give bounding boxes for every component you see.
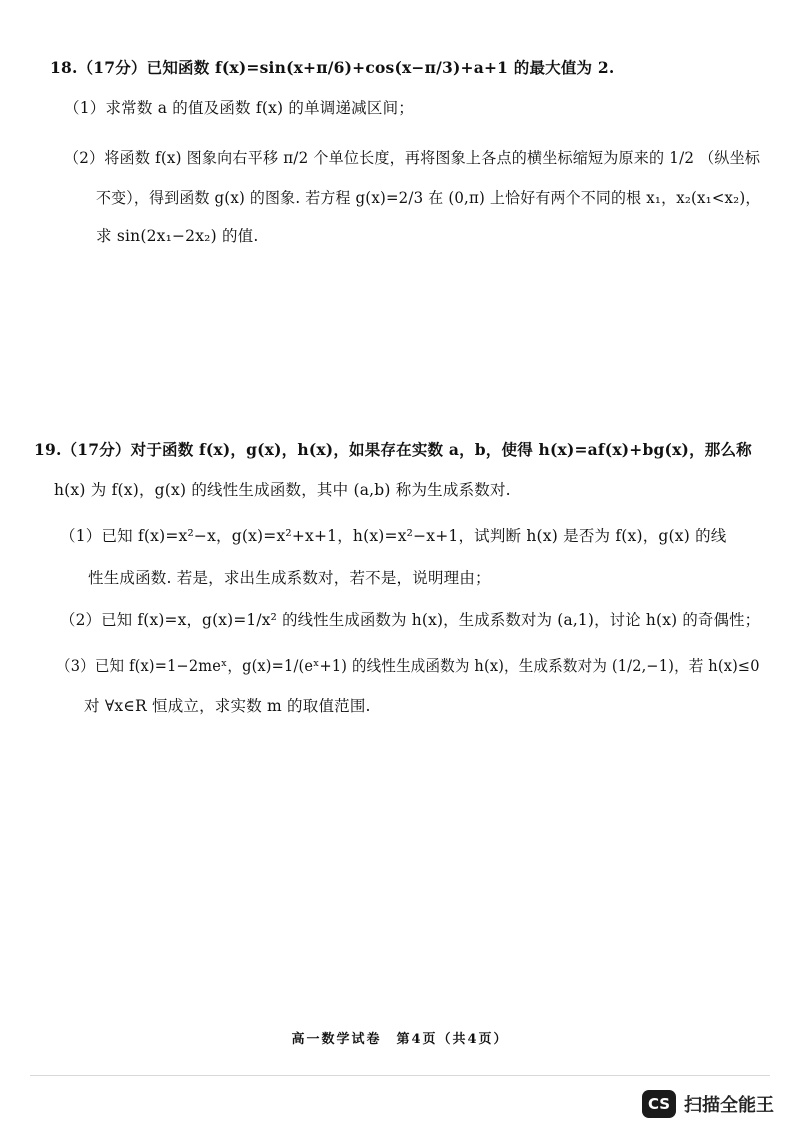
q18-title: 18.（17分）已知函数 f(x)=sin(x+π/6)+cos(x−π/3)+a+1 的最大值为 2. xyxy=(50,58,615,77)
q19-title-line1: 19.（17分）对于函数 f(x)，g(x)，h(x)，如果存在实数 a，b，使得 h(x)=af(x)+bg(x)，那么称 xyxy=(34,440,752,459)
q19-part1-line1: （1）已知 f(x)=x²−x，g(x)=x²+x+1，h(x)=x²−x+1，试判断 h(x) 是否为 f(x)，g(x) 的线 xyxy=(60,527,727,545)
q19-part3-line2: 对 ∀x∈R 恒成立，求实数 m 的取值范围. xyxy=(84,697,371,715)
q18-part2-line2: 不变），得到函数 g(x) 的图象. 若方程 g(x)=2/3 在 (0,π) 上恰好有两个不同的根 x₁，x₂(x₁<x₂)， xyxy=(96,189,761,207)
q18-part1: （1）求常数 a 的值及函数 f(x) 的单调递减区间； xyxy=(64,99,414,117)
scanner-watermark xyxy=(642,1090,774,1118)
q18-part2-line3: 求 sin(2x₁−2x₂) 的值. xyxy=(96,227,259,245)
q18-part2-line1: （2）将函数 f(x) 图象向右平移 π/2 个单位长度，再将图象上各点的横坐标缩短为原来的 1/2 （纵坐标 xyxy=(64,149,761,167)
page-footer: 高一数学试卷 第4页（共4页） xyxy=(291,1032,509,1047)
scanner-app-name: 扫描全能王 xyxy=(684,1095,774,1116)
q19-title-line2: h(x) 为 f(x)，g(x) 的线性生成函数，其中 (a,b) 称为生成系数对. xyxy=(54,481,511,499)
divider xyxy=(30,1075,770,1076)
q19-part1-line2: 性生成函数. 若是，求出生成系数对，若不是，说明理由； xyxy=(88,569,491,587)
q19-part2: （2）已知 f(x)=x，g(x)=1/x² 的线性生成函数为 h(x)，生成系数对为 (a,1)，讨论 h(x) 的奇偶性； xyxy=(60,611,761,629)
camscanner-logo-icon: CS xyxy=(642,1090,676,1118)
q19-part3-line1: （3）已知 f(x)=1−2meˣ，g(x)=1/(eˣ+1) 的线性生成函数为 h(x)，生成系数对为 (1/2,−1)，若 h(x)≤0 xyxy=(56,657,760,675)
